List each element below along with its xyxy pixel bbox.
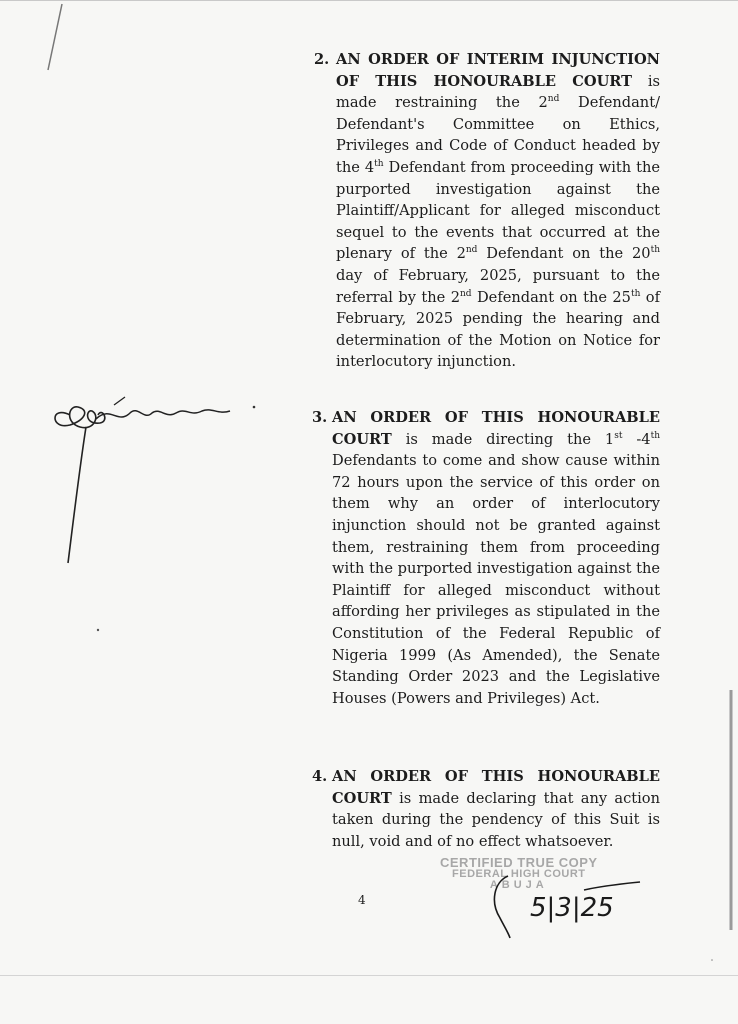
order-item-4: 4. AN ORDER OF THIS HONOURABLE COURT is made declaring that any action taken during the pendency of this Suit is null, void and of no effect whatsoever. [312, 768, 660, 850]
order-number: 3. [312, 409, 328, 426]
order-item-2: 2. AN ORDER OF INTERIM INJUNCTION OF THIS HONOURABLE COURT is made restraining the 2nd Defendant/ Defendant's Committee on Ethics, Privileges and Code of Conduct headed by the 4th Defendant from proceeding with the purported investigation against the Plaintiff/Applicant for alleged misconduct sequel to the events that occurred at the plenary of the 2nd Defendant on the 20th day of February, 2025, pursuant to the referral by the 2nd Defendant on the 25th of February, 2025 pending the hearing and determination of the Motion on Notice for interlocutory injunction. [314, 51, 661, 371]
order-number: 2. [314, 51, 330, 68]
right-edge-artifact [728, 690, 734, 930]
order-heading: AN ORDER OF INTERIM INJUNCTION OF THIS HONOURABLE COURT [336, 51, 660, 90]
page-number: 4 [358, 893, 366, 907]
order-item-3: 3. AN ORDER OF THIS HONOURABLE COURT is made directing the 1st -4th Defendants to come and show cause within 72 hours upon the service of this order on them why an order of interlocutory injunction should not be granted against them, restraining them from proceeding with the purported investigation against the Plaintiff for alleged misconduct without affording her privileges as stipulated in the Constitution of the Federal Republic of Nigeria 1999 (As Amended), the Senate Standing Order 2023 and the Legislative Houses (Powers and Privileges) Act. [312, 409, 661, 707]
handwritten-date: 5|3|25 [530, 893, 614, 923]
order-heading: AN ORDER OF THIS HONOURABLE COURT [332, 768, 660, 807]
order-number: 4. [312, 768, 328, 785]
order-heading: AN ORDER OF THIS HONOURABLE COURT [332, 409, 660, 448]
certified-true-copy-stamp: CERTIFIED TRUE COPY FEDERAL HIGH COURT ABUJA [440, 855, 598, 891]
